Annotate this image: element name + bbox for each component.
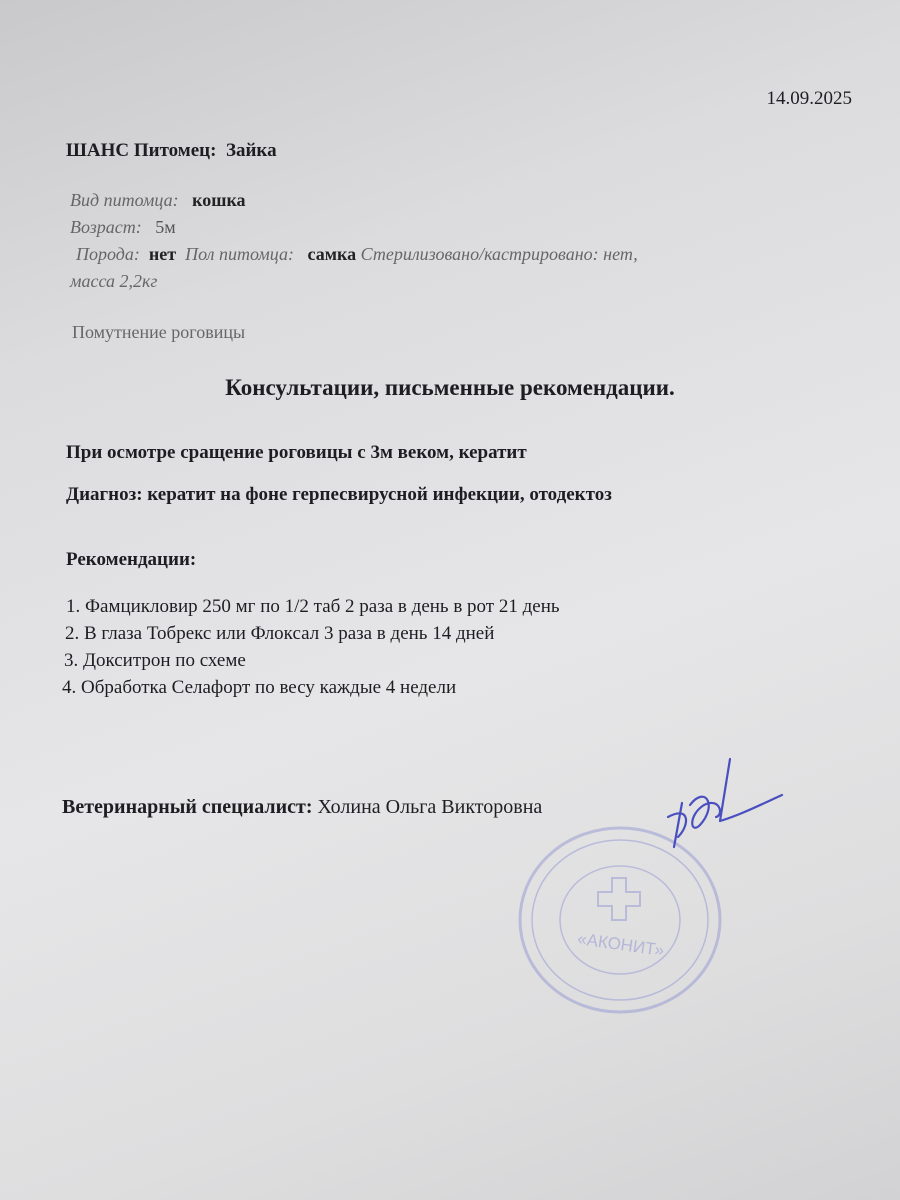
breed-row (76, 244, 638, 265)
recommendation-item: 3. Докситрон по схеме (64, 650, 246, 671)
specialist-line (62, 796, 542, 819)
recommendations-heading: Рекомендации: (66, 549, 197, 570)
specialist-name: Холина Ольга Викторовна (317, 796, 543, 818)
recommendation-item: 1. Фамцикловир 250 мг по 1/2 таб 2 раза в день в рот 21 день (66, 596, 560, 617)
breed-value: нет (148, 244, 177, 264)
weight-value: масса 2,2кг (70, 271, 158, 291)
age-label: Возраст: (70, 217, 142, 237)
pet-name: Зайка (225, 140, 277, 161)
exam-findings: При осмотре сращение роговицы с 3м веком, кератит (66, 442, 527, 463)
diagnosis: Диагноз: кератит на фоне герпесвирусной инфекции, отодектоз (66, 484, 612, 505)
signature (660, 745, 790, 855)
recommendation-item: 4. Обработка Селафорт по весу каждые 4 недели (62, 677, 457, 698)
sterilized-value: Стерилизовано/кастрировано: нет, (360, 244, 638, 264)
sex-label: Пол питомца: (185, 244, 294, 264)
weight-row (70, 271, 157, 292)
age-row (70, 217, 176, 238)
specialist-label: Ветеринарный специалист: (62, 796, 313, 818)
recommendation-item: 2. В глаза Тобрекс или Флоксал 3 раза в день 14 дней (65, 623, 495, 644)
species-value: кошка (192, 190, 246, 210)
sex-value: самка (307, 244, 357, 264)
document-header (66, 140, 277, 162)
species-row (70, 190, 246, 211)
breed-label: Порода: (76, 244, 140, 264)
svg-text:«АКОНИТ»: «АКОНИТ» (576, 929, 666, 961)
document-date: 14.09.2025 (766, 88, 852, 109)
complaint: Помутнение роговицы (72, 322, 246, 342)
document-title: Консультации, письменные рекомендации. (225, 375, 675, 400)
age-value: 5м (155, 217, 176, 237)
species-label: Вид питомца: (70, 190, 179, 210)
pet-label: Питомец: (133, 140, 217, 161)
clinic-name: ШАНС (66, 140, 130, 161)
